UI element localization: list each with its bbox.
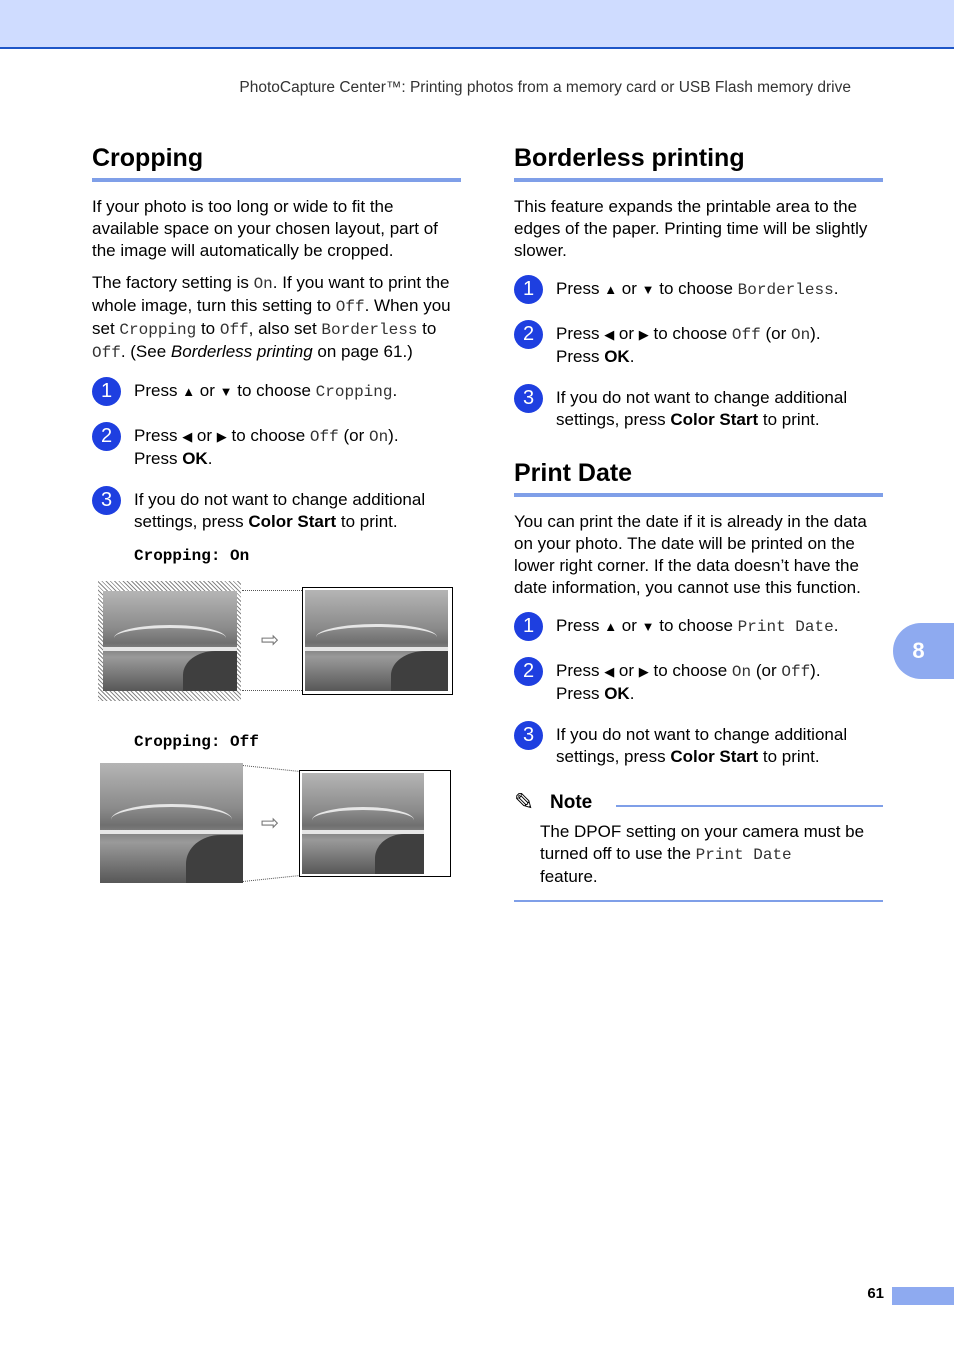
page-number-bar: [892, 1287, 954, 1305]
left-arrow-icon: ◀: [604, 327, 615, 342]
down-arrow-icon: ▼: [219, 384, 233, 399]
step-number-badge: 1: [514, 612, 543, 641]
note-header: [514, 787, 883, 819]
note-pencil-icon: ✎: [514, 789, 535, 816]
right-arrow-icon: ⇨: [260, 627, 280, 652]
guide-line: [242, 690, 302, 691]
right-column: [514, 143, 883, 902]
cropping-step-2: 2 Press ◀ or ▶ to choose Off (or On). Press OK.: [92, 425, 461, 470]
bridge-photo-cropped: [305, 590, 448, 691]
top-color-band: [0, 0, 954, 49]
cropping-factory-setting: The factory setting is On. If you want to print the whole image, turn this setting to Off. When you set Cropping to Off, also set Borderless to Off. (See Borderless printing on page 61.): [92, 273, 451, 362]
print-date-step-3: 3 If you do not want to change additional settings, press Color Start to print.: [514, 724, 883, 768]
step-number-badge: 3: [92, 486, 121, 515]
cropping-heading: Cropping: [92, 143, 461, 182]
borderless-step-2: 2 Press ◀ or ▶ to choose Off (or On). Press OK.: [514, 323, 883, 368]
step-number-badge: 1: [92, 377, 121, 406]
cropping-step-3: 3 If you do not want to change additional settings, press Color Start to print.: [92, 489, 461, 533]
borderless-intro: This feature expands the printable area to the edges of the paper. Printing time will be slightly slower.: [514, 197, 868, 260]
page-number: 61: [867, 1285, 884, 1302]
chapter-tab: 8: [893, 623, 954, 679]
guide-line: [242, 590, 302, 591]
cropping-step-1: 1 Press ▲ or ▼ to choose Cropping.: [92, 380, 461, 406]
left-arrow-icon: ◀: [604, 664, 615, 679]
caption-cropping-on: Cropping: On: [134, 547, 250, 565]
borderless-step-1: 1 Press ▲ or ▼ to choose Borderless.: [514, 278, 883, 304]
up-arrow-icon: ▲: [604, 619, 618, 634]
note-rule: [616, 805, 883, 807]
borderless-step-3: 3 If you do not want to change additional settings, press Color Start to print.: [514, 387, 883, 431]
guide-line: [243, 875, 300, 882]
right-arrow-icon: ⇨: [260, 810, 280, 835]
figure-cropping-on: [92, 577, 461, 701]
borderless-heading: Borderless printing: [514, 143, 883, 182]
cropping-section: [92, 143, 461, 887]
note-text: The DPOF setting on your camera must be turned off to use the Print Date feature.: [514, 819, 883, 902]
step-number-badge: 3: [514, 384, 543, 413]
right-arrow-icon: ▶: [216, 429, 227, 444]
cropping-intro: If your photo is too long or wide to fit the available space on your chosen layout, part of the image will automatically be cropped.: [92, 197, 438, 260]
caption-cropping-off: Cropping: Off: [134, 733, 259, 751]
step-number-badge: 3: [514, 721, 543, 750]
down-arrow-icon: ▼: [641, 282, 655, 297]
down-arrow-icon: ▼: [641, 619, 655, 634]
figure-cropping-off: [92, 763, 461, 887]
right-arrow-icon: ▶: [638, 664, 649, 679]
up-arrow-icon: ▲: [604, 282, 618, 297]
step-number-badge: 2: [514, 657, 543, 686]
left-arrow-icon: ◀: [182, 429, 193, 444]
right-arrow-icon: ▶: [638, 327, 649, 342]
bridge-photo-fitted: [302, 773, 424, 874]
step-number-badge: 2: [92, 422, 121, 451]
guide-line: [243, 765, 300, 772]
bridge-photo-original: [103, 591, 237, 691]
print-date-heading: Print Date: [514, 458, 883, 497]
bridge-photo-original: [100, 763, 243, 883]
print-date-step-2: 2 Press ◀ or ▶ to choose On (or Off). Press OK.: [514, 660, 883, 705]
running-head: PhotoCapture Center™: Printing photos from a memory card or USB Flash memory drive: [239, 79, 851, 96]
print-date-step-1: 1 Press ▲ or ▼ to choose Print Date.: [514, 615, 883, 641]
note-box: [514, 787, 883, 902]
note-title: Note: [550, 792, 593, 813]
up-arrow-icon: ▲: [182, 384, 196, 399]
print-date-intro: You can print the date if it is already in the data on your photo. The date will be printed on the lower right corner. If the data doesn’t have the date information, you cannot use this function.: [514, 512, 867, 597]
step-number-badge: 1: [514, 275, 543, 304]
step-number-badge: 2: [514, 320, 543, 349]
